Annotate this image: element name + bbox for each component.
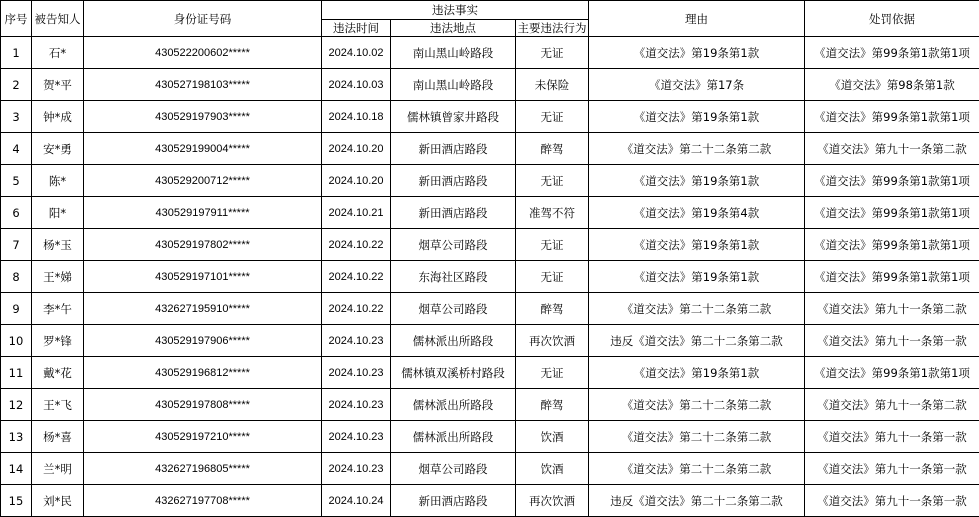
cell-seq: 11 — [1, 357, 32, 389]
cell-time: 2024.10.22 — [322, 293, 391, 325]
header-reason: 理由 — [589, 1, 805, 37]
cell-seq: 12 — [1, 389, 32, 421]
table-row — [1, 357, 979, 389]
cell-id-card: 430529197906***** — [84, 325, 322, 357]
table-row — [1, 421, 979, 453]
cell-id-card: 430522200602***** — [84, 37, 322, 69]
cell-name: 戴*花 — [32, 357, 84, 389]
cell-act: 再次饮酒 — [516, 325, 589, 357]
cell-seq: 7 — [1, 229, 32, 261]
cell-time: 2024.10.20 — [322, 165, 391, 197]
cell-time: 2024.10.23 — [322, 421, 391, 453]
cell-time: 2024.10.23 — [322, 453, 391, 485]
cell-place: 新田酒店路段 — [391, 485, 516, 517]
cell-act: 无证 — [516, 165, 589, 197]
cell-time: 2024.10.23 — [322, 357, 391, 389]
cell-act: 无证 — [516, 261, 589, 293]
cell-reason: 《道交法》第二十二条第二款 — [589, 133, 805, 165]
header-facts: 违法事实 — [322, 1, 589, 20]
cell-time: 2024.10.21 — [322, 197, 391, 229]
header-name: 被告知人 — [32, 1, 84, 37]
cell-place: 儒林派出所路段 — [391, 389, 516, 421]
cell-name: 杨*喜 — [32, 421, 84, 453]
cell-seq: 4 — [1, 133, 32, 165]
table-row — [1, 325, 979, 357]
cell-name: 石* — [32, 37, 84, 69]
cell-time: 2024.10.23 — [322, 325, 391, 357]
cell-seq: 9 — [1, 293, 32, 325]
cell-seq: 5 — [1, 165, 32, 197]
table-body — [1, 37, 979, 517]
table-row — [1, 133, 979, 165]
cell-basis: 《道交法》第99条第1款第1项 — [805, 197, 979, 229]
cell-place: 新田酒店路段 — [391, 165, 516, 197]
cell-reason: 《道交法》第17条 — [589, 69, 805, 101]
cell-act: 饮酒 — [516, 421, 589, 453]
cell-place: 儒林派出所路段 — [391, 325, 516, 357]
cell-id-card: 430529196812***** — [84, 357, 322, 389]
cell-act: 无证 — [516, 37, 589, 69]
cell-reason: 违反《道交法》第二十二条第二款 — [589, 485, 805, 517]
table-row — [1, 389, 979, 421]
cell-id-card: 430529197210***** — [84, 421, 322, 453]
cell-place: 烟草公司路段 — [391, 293, 516, 325]
cell-act: 醉驾 — [516, 133, 589, 165]
table-row — [1, 293, 979, 325]
cell-act: 无证 — [516, 229, 589, 261]
header-facts-act: 主要违法行为 — [516, 20, 589, 37]
cell-basis: 《道交法》第九十一条第一款 — [805, 485, 979, 517]
cell-reason: 《道交法》第19条第1款 — [589, 261, 805, 293]
cell-id-card: 430527198103***** — [84, 69, 322, 101]
cell-act: 饮酒 — [516, 453, 589, 485]
header-id-card: 身份证号码 — [84, 1, 322, 37]
table-row — [1, 229, 979, 261]
cell-place: 烟草公司路段 — [391, 229, 516, 261]
cell-reason: 《道交法》第二十二条第二款 — [589, 293, 805, 325]
cell-place: 烟草公司路段 — [391, 453, 516, 485]
cell-place: 南山黑山岭路段 — [391, 37, 516, 69]
cell-basis: 《道交法》第99条第1款第1项 — [805, 261, 979, 293]
header-facts-time: 违法时间 — [322, 20, 391, 37]
cell-time: 2024.10.24 — [322, 485, 391, 517]
table-row — [1, 37, 979, 69]
table-row — [1, 69, 979, 101]
cell-basis: 《道交法》第九十一条第一款 — [805, 325, 979, 357]
cell-place: 东海社区路段 — [391, 261, 516, 293]
cell-id-card: 430529199004***** — [84, 133, 322, 165]
cell-name: 陈* — [32, 165, 84, 197]
cell-reason: 《道交法》第二十二条第二款 — [589, 421, 805, 453]
cell-basis: 《道交法》第九十一条第二款 — [805, 389, 979, 421]
cell-reason: 违反《道交法》第二十二条第二款 — [589, 325, 805, 357]
table-row — [1, 453, 979, 485]
table-row — [1, 165, 979, 197]
cell-reason: 《道交法》第19条第1款 — [589, 165, 805, 197]
cell-act: 无证 — [516, 357, 589, 389]
cell-place: 儒林镇双溪桥村路段 — [391, 357, 516, 389]
cell-reason: 《道交法》第19条第1款 — [589, 37, 805, 69]
cell-seq: 14 — [1, 453, 32, 485]
cell-name: 刘*民 — [32, 485, 84, 517]
cell-act: 未保险 — [516, 69, 589, 101]
cell-act: 准驾不符 — [516, 197, 589, 229]
cell-id-card: 430529197903***** — [84, 101, 322, 133]
cell-time: 2024.10.22 — [322, 261, 391, 293]
cell-act: 醉驾 — [516, 389, 589, 421]
header-basis: 处罚依据 — [805, 1, 979, 37]
cell-seq: 15 — [1, 485, 32, 517]
cell-name: 王*娣 — [32, 261, 84, 293]
cell-seq: 1 — [1, 37, 32, 69]
cell-basis: 《道交法》第98条第1款 — [805, 69, 979, 101]
cell-basis: 《道交法》第99条第1款第1项 — [805, 165, 979, 197]
cell-basis: 《道交法》第99条第1款第1项 — [805, 357, 979, 389]
cell-id-card: 432627197708***** — [84, 485, 322, 517]
cell-place: 儒林镇曾家井路段 — [391, 101, 516, 133]
cell-seq: 2 — [1, 69, 32, 101]
table-row — [1, 261, 979, 293]
header-seq: 序号 — [1, 1, 32, 37]
cell-act: 再次饮酒 — [516, 485, 589, 517]
cell-reason: 《道交法》第二十二条第二款 — [589, 453, 805, 485]
table-row — [1, 197, 979, 229]
cell-name: 王*飞 — [32, 389, 84, 421]
cell-basis: 《道交法》第九十一条第二款 — [805, 133, 979, 165]
cell-reason: 《道交法》第19条第1款 — [589, 229, 805, 261]
cell-place: 南山黑山岭路段 — [391, 69, 516, 101]
cell-time: 2024.10.23 — [322, 389, 391, 421]
header-facts-place: 违法地点 — [391, 20, 516, 37]
cell-basis: 《道交法》第99条第1款第1项 — [805, 101, 979, 133]
cell-basis: 《道交法》第99条第1款第1项 — [805, 229, 979, 261]
cell-basis: 《道交法》第九十一条第一款 — [805, 421, 979, 453]
cell-place: 儒林派出所路段 — [391, 421, 516, 453]
cell-name: 安*勇 — [32, 133, 84, 165]
cell-id-card: 430529197101***** — [84, 261, 322, 293]
cell-id-card: 430529200712***** — [84, 165, 322, 197]
cell-name: 杨*玉 — [32, 229, 84, 261]
cell-name: 贺*平 — [32, 69, 84, 101]
cell-id-card: 430529197911***** — [84, 197, 322, 229]
table-row — [1, 101, 979, 133]
cell-reason: 《道交法》第19条第1款 — [589, 101, 805, 133]
cell-name: 兰*明 — [32, 453, 84, 485]
cell-name: 阳* — [32, 197, 84, 229]
cell-id-card: 430529197802***** — [84, 229, 322, 261]
cell-time: 2024.10.22 — [322, 229, 391, 261]
cell-time: 2024.10.03 — [322, 69, 391, 101]
cell-name: 罗*锋 — [32, 325, 84, 357]
table-row — [1, 485, 979, 517]
cell-basis: 《道交法》第九十一条第一款 — [805, 453, 979, 485]
cell-id-card: 432627196805***** — [84, 453, 322, 485]
cell-seq: 13 — [1, 421, 32, 453]
cell-seq: 3 — [1, 101, 32, 133]
cell-time: 2024.10.20 — [322, 133, 391, 165]
cell-reason: 《道交法》第19条第1款 — [589, 357, 805, 389]
cell-seq: 8 — [1, 261, 32, 293]
cell-place: 新田酒店路段 — [391, 197, 516, 229]
cell-time: 2024.10.02 — [322, 37, 391, 69]
cell-seq: 6 — [1, 197, 32, 229]
cell-id-card: 430529197808***** — [84, 389, 322, 421]
cell-seq: 10 — [1, 325, 32, 357]
cell-basis: 《道交法》第九十一条第二款 — [805, 293, 979, 325]
cell-name: 李*午 — [32, 293, 84, 325]
cell-act: 醉驾 — [516, 293, 589, 325]
cell-id-card: 432627195910***** — [84, 293, 322, 325]
cell-act: 无证 — [516, 101, 589, 133]
cell-reason: 《道交法》第二十二条第二款 — [589, 389, 805, 421]
cell-name: 钟*成 — [32, 101, 84, 133]
cell-reason: 《道交法》第19条第4款 — [589, 197, 805, 229]
cell-basis: 《道交法》第99条第1款第1项 — [805, 37, 979, 69]
cell-place: 新田酒店路段 — [391, 133, 516, 165]
cell-time: 2024.10.18 — [322, 101, 391, 133]
